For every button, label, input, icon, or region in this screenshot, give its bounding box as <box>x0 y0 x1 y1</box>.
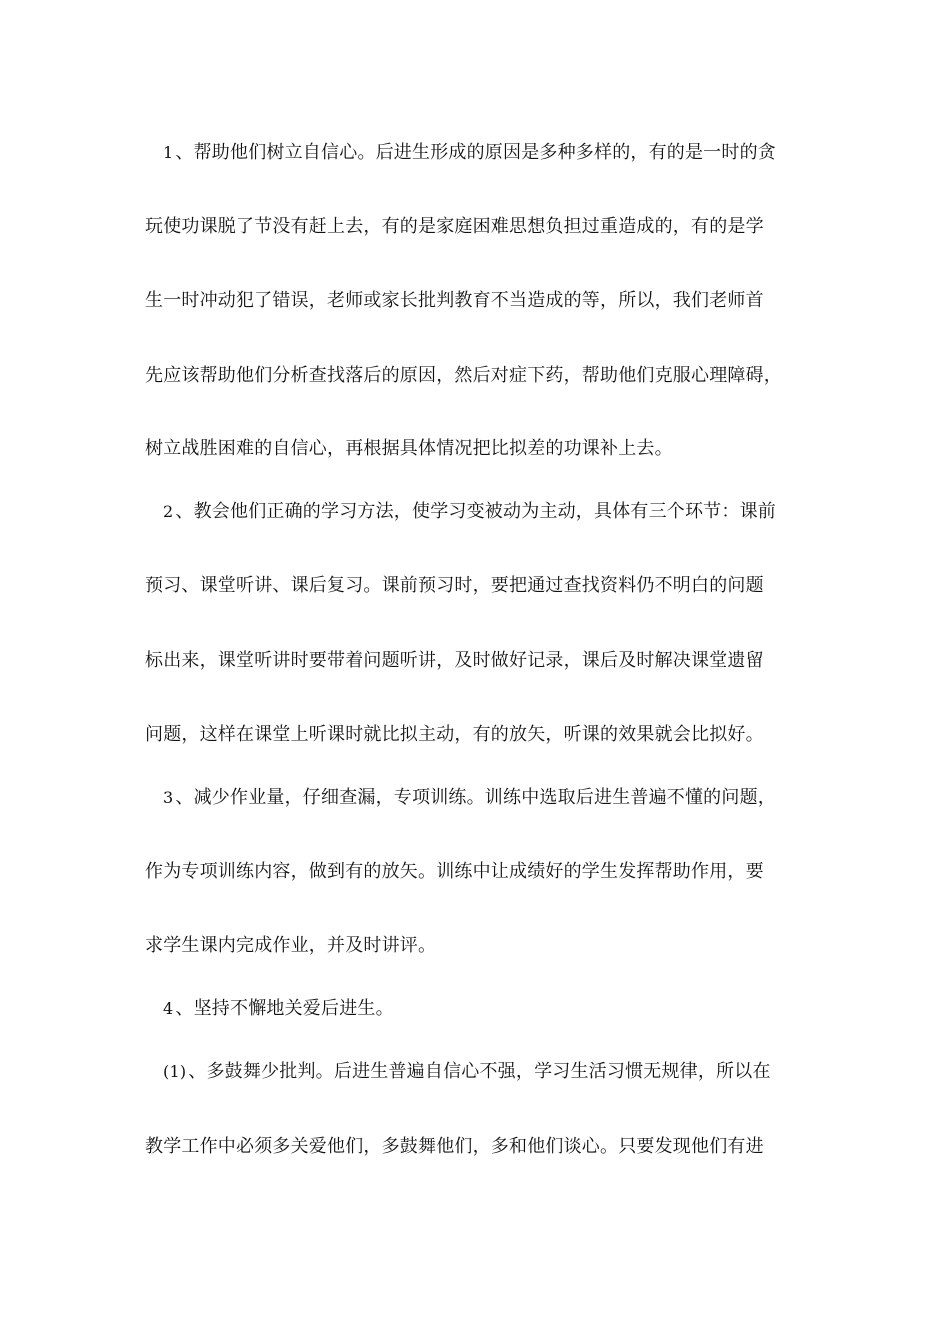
paragraph-1-line-3: 生一时冲动犯了错误，老师或家长批判教育不当造成的等，所以，我们老师首 <box>145 290 764 311</box>
paragraph-2-line-2: 预习、课堂听讲、课后复习。课前预习时，要把通过查找资料仍不明白的问题 <box>145 575 764 596</box>
paragraph-3-line-3: 求学生课内完成作业，并及时讲评。 <box>145 935 437 956</box>
paragraph-5-text-line-1: 、多鼓舞少批判。后进生普遍自信心不强，学习生活习惯无规律，所以在 <box>188 1061 771 1082</box>
paragraph-4-line-1 <box>163 997 394 1021</box>
paragraph-3-text-line-1: 、减少作业量，仔细查漏，专项训练。训练中选取后进生普遍不懂的问题， <box>175 787 776 808</box>
paragraph-2-line-3: 标出来，课堂听讲时要带着问题听讲，及时做好记录，课后及时解决课堂遗留 <box>145 650 764 671</box>
paragraph-2-line-4: 问题，这样在课堂上听课时就比拟主动，有的放矢，听课的效果就会比拟好。 <box>145 724 764 745</box>
paragraph-2-number: 2 <box>163 502 174 521</box>
paragraph-1-text-line-1: 、帮助他们树立自信心。后进生形成的原因是多种多样的，有的是一时的贪 <box>175 142 776 163</box>
paragraph-2-text-line-1: 、教会他们正确的学习方法，使学习变被动为主动，具体有三个环节：课前 <box>175 501 776 522</box>
paragraph-2-line-1 <box>163 500 776 524</box>
paragraph-1-line-4: 先应该帮助他们分析查找落后的原因，然后对症下药，帮助他们克服心理障碍， <box>145 365 782 386</box>
paragraph-1-line-2: 玩使功课脱了节没有赶上去，有的是家庭困难思想负担过重造成的，有的是学 <box>145 216 764 237</box>
paragraph-3-number: 3 <box>163 788 174 807</box>
paragraph-4-text-line-1: 、坚持不懈地关爱后进生。 <box>175 998 394 1019</box>
paragraph-3-line-1 <box>163 786 776 810</box>
paragraph-5-line-1 <box>163 1060 771 1084</box>
paragraph-5-line-2: 教学工作中必须多关爱他们，多鼓舞他们，多和他们谈心。只要发现他们有进 <box>145 1136 764 1157</box>
paragraph-1-number: 1 <box>163 143 174 162</box>
paragraph-1-line-1 <box>163 141 776 165</box>
paragraph-4-number: 4 <box>163 999 174 1018</box>
paragraph-3-line-2: 作为专项训练内容，做到有的放矢。训练中让成绩好的学生发挥帮助作用，要 <box>145 861 764 882</box>
paragraph-5-number: (1) <box>163 1062 187 1081</box>
paragraph-1-line-5: 树立战胜困难的自信心，再根据具体情况把比拟差的功课补上去。 <box>145 438 673 459</box>
